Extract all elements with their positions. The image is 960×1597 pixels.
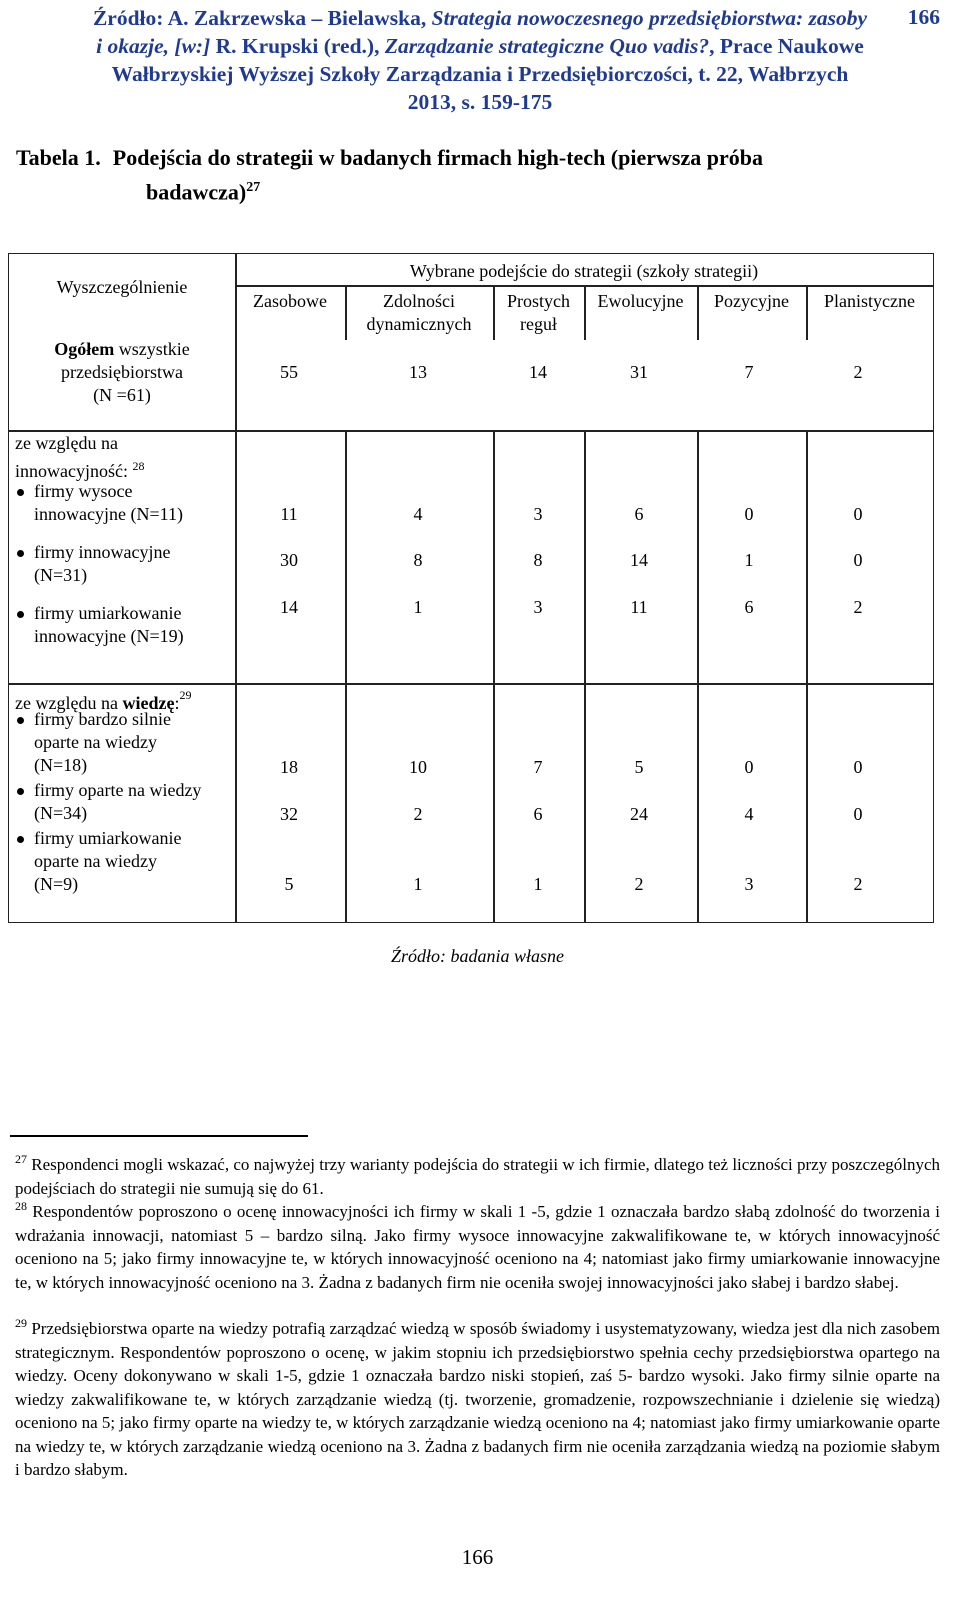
bullet-icon	[17, 836, 24, 843]
col-header-ewolucyjne: Ewolucyjne	[597, 291, 684, 311]
table-cell: 5	[634, 757, 644, 777]
source-publisher: Wałbrzyskiej Wyższej Szkoły Zarządzania i Przedsiębiorczości, t. 22, Wałbrzych	[111, 62, 849, 86]
col-header-prostych: Prostych reguł	[507, 291, 570, 334]
table-cell: 0	[853, 757, 863, 777]
table-cell: 0	[853, 504, 863, 524]
column-group-header: Wybrane podejście do strategii (szkoły strategii)	[409, 261, 759, 281]
table-cell: 2	[634, 874, 644, 894]
caption-text: Podejścia do strategii w badanych firmach high-tech (pierwsza próba	[112, 145, 763, 170]
col-header-planistyczne: Planistyczne	[824, 291, 915, 311]
table-cell: 6	[744, 597, 754, 617]
table-cell: 11	[280, 504, 298, 524]
total-value: 14	[529, 362, 547, 382]
footnote-divider	[10, 1135, 308, 1137]
source-book-title: Zarządzanie strategiczne Quo vadis?	[384, 34, 710, 58]
total-value: 2	[853, 362, 863, 382]
table-cell: 14	[630, 550, 648, 570]
source-author: Źródło: A. Zakrzewska – Bielawska,	[92, 6, 432, 30]
knowledge-group-title: ze względu na wiedzę:$^{29}$	[15, 688, 192, 713]
table-cell: 2	[853, 597, 863, 617]
total-value: 55	[280, 362, 298, 382]
col-header-zdolnosci: Zdolności dynamicznych	[366, 291, 472, 334]
total-value: 7	[744, 362, 754, 382]
col-header-pozycyjne: Pozycyjne	[714, 291, 789, 311]
bullet-icon	[17, 717, 24, 724]
innovation-row-label: firmy umiarkowanie innowacyjne (N=19)	[34, 603, 184, 646]
total-row-label: Ogółem wszystkie przedsiębiorstwa (N =61)	[54, 339, 190, 405]
bullet-icon	[17, 489, 24, 496]
footnote-28: $^{28}$ Respondentów poproszono o ocenę innowacyjności ich firmy w skali 1 -5, gdzie 1 oznaczała bardzo słabą zdolność do tworzenia i wdrażania innowacji, natomiast 5 – bardzo silną. Jako firmy wysoce innowacyjne zakwalifikowane te, w których innowacyjność oceniono na 5; jako firmy innowacyjne te, w których innowacyjność oceniono na 4; natomiast jako firmy umiarkowanie innowacyjne te, w których innowacyjność oceniono na 3. Żadna z badanych firm nie oceniła swojej innowacyjności jako słabej i bardzo słabej.	[15, 1199, 940, 1292]
page-number-bottom: 166	[461, 1545, 494, 1569]
table-cell: 1	[744, 550, 754, 570]
table-cell: 0	[853, 550, 863, 570]
strategy-table	[8, 253, 934, 923]
table-cell: 10	[409, 757, 427, 777]
knowledge-row-label: firmy oparte na wiedzy (N=34)	[34, 780, 202, 823]
col-header-zasobowe: Zasobowe	[253, 291, 327, 311]
footnote-29: $^{29}$ Przedsiębiorstwa oparte na wiedzy potrafią zarządzać wiedzą w sposób świadomy i usystematyzowany, wiedza jest dla nich zasobem strategicznym. Respondentów poproszono o ocenę, w jakim stopniu ich przedsiębiorstwo spełnia cechy przedsiębiorstwa opartego na wiedzy. Oceny dokonywano w skali 1-5, gdzie 1 oznaczała bardzo niski stopień, zaś 5- bardzo wysoki. Jako firmy silnie oparte na wiedzy zakwalifikowane te, w których zarządzanie wiedzą (tj. tworzenie, gromadzenie, rozpowszechnianie i dzielenie się wiedzą) oceniono na 5; jako firmy oparte na wiedzy te, w których zarządzanie wiedzą oceniono na 4; natomiast jako firmy umiarkowanie oparte na wiedzy te, w których zarządzanie wiedzą oceniono na 3. Żadna z badanych firm nie oceniła zarządzania wiedzą na poziomie słabym i bardzo słabym.	[15, 1316, 941, 1479]
table-cell: 8	[533, 550, 543, 570]
caption-text-cont: badawcza)	[146, 179, 247, 205]
table-cell: 0	[744, 504, 754, 524]
table-cell: 2	[413, 804, 423, 824]
table-cell: 0	[853, 804, 863, 824]
innovation-group-title: ze względu na innowacyjność: $^{28}$	[15, 433, 145, 481]
total-value: 31	[630, 362, 648, 382]
table-cell: 18	[280, 757, 298, 777]
footnote-27: $^{27}$ Respondenci mogli wskazać, co najwyżej trzy warianty podejścia do strategii w ich firmie, dlatego też liczności przy poszczególnych podejściach do strategii nie sumują się do 61.	[15, 1152, 941, 1198]
total-value: 13	[409, 362, 427, 382]
table-cell: 1	[413, 597, 423, 617]
source-year-pages: 2013, s. 159-175	[407, 90, 553, 114]
innovation-row-label: firmy wysoce innowacyjne (N=11)	[34, 481, 183, 524]
table-cell: 11	[630, 597, 648, 617]
bullet-icon	[17, 611, 24, 618]
source-title: Strategia nowoczesnego przedsiębiorstwa: zasoby	[431, 6, 868, 30]
source-series: , Prace Naukowe	[709, 34, 864, 58]
source-title-cont: i okazje, [w:]	[96, 34, 211, 58]
table-cell: 6	[634, 504, 644, 524]
caption-footnote-ref: 27	[246, 180, 261, 195]
table-cell: 14	[280, 597, 298, 617]
table-cell: 4	[744, 804, 754, 824]
row-header: Wyszczególnienie	[56, 277, 188, 297]
table-cell: 3	[533, 597, 543, 617]
table-cell: 1	[413, 874, 423, 894]
table-cell: 4	[413, 504, 423, 524]
table-cell: 6	[533, 804, 543, 824]
bullet-icon	[17, 788, 24, 795]
table-cell: 3	[533, 504, 543, 524]
table-cell: 1	[533, 874, 543, 894]
bullet-icon	[17, 550, 24, 557]
table-cell: 30	[280, 550, 298, 570]
table-caption	[16, 143, 946, 207]
table-cell: 0	[744, 757, 754, 777]
table-cell: 32	[280, 804, 298, 824]
table-cell: 7	[533, 757, 543, 777]
table-cell: 5	[284, 874, 294, 894]
table-cell: 24	[630, 804, 648, 824]
table-cell: 2	[853, 874, 863, 894]
table-source-note: Źródło: badania własne	[390, 946, 564, 966]
source-editor: R. Krupski (red.),	[210, 34, 385, 58]
page-number-top: 166	[907, 5, 940, 29]
table-cell: 8	[413, 550, 423, 570]
innovation-row-label: firmy innowacyjne (N=31)	[34, 542, 171, 585]
knowledge-row-label: firmy umiarkowanie oparte na wiedzy (N=9)	[34, 828, 182, 894]
knowledge-row-label: firmy bardzo silnie oparte na wiedzy (N=18)	[34, 709, 171, 775]
caption-label: Tabela 1.	[16, 145, 101, 170]
table-cell: 3	[744, 874, 754, 894]
source-citation	[10, 4, 950, 116]
